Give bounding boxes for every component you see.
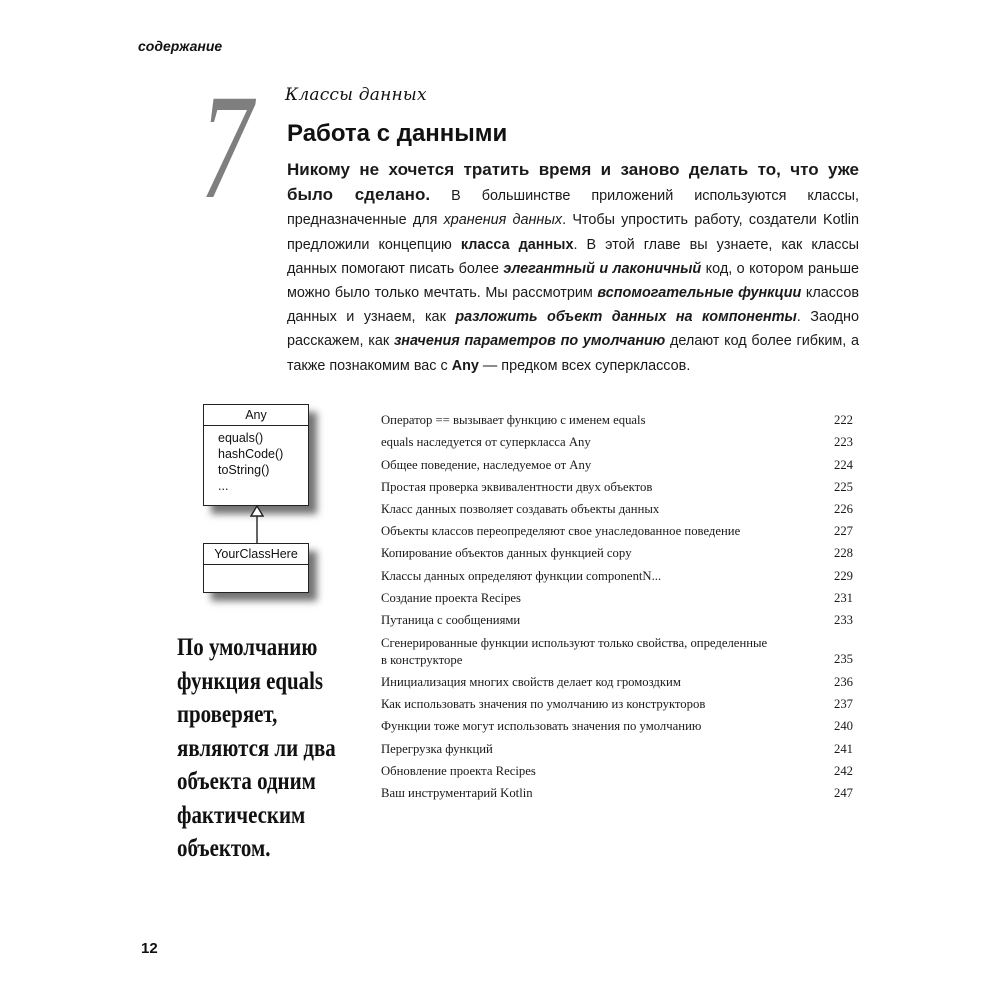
intro-text: . Чтобы упростить работу, создатели Kotlin предложили концепцию	[287, 212, 859, 253]
toc-entry[interactable]	[381, 758, 853, 780]
toc-entry-page: 235	[833, 651, 853, 666]
toc-entry-title: Класс данных позволяет создавать объекты данных	[381, 501, 660, 516]
toc-entry[interactable]	[381, 474, 853, 496]
table-of-contents	[381, 407, 853, 802]
toc-entry-page: 226	[833, 501, 853, 516]
toc-entry-title: Оператор == вызывает функцию с именем equals	[381, 413, 646, 428]
intro-emphasis: хранения данных	[443, 212, 563, 229]
toc-entry-title: Инициализация многих свойств делает код громоздким	[381, 675, 681, 690]
toc-entry-title: Копирование объектов данных функцией copy	[381, 546, 632, 561]
toc-entry[interactable]	[381, 518, 853, 540]
toc-entry-page: 233	[833, 612, 853, 627]
toc-entry-page: 223	[833, 435, 853, 450]
toc-entry-page: 222	[833, 413, 853, 428]
toc-entry-page: 242	[833, 763, 853, 778]
toc-entry[interactable]	[381, 562, 853, 584]
intro-emphasis: вспомогательные функции	[597, 285, 802, 302]
toc-entry-title: Обновление проекта Recipes	[381, 763, 536, 778]
uml-subclass-box	[203, 543, 309, 593]
intro-emphasis: элегантный и лаконичный	[503, 260, 702, 277]
toc-entry[interactable]	[381, 713, 853, 735]
uml-superclass-box	[203, 404, 309, 506]
toc-entry[interactable]	[381, 629, 853, 669]
running-head: содержание	[138, 38, 223, 54]
toc-entry-page: 241	[833, 741, 853, 756]
toc-entry-title: Общее поведение, наследуемое от Any	[381, 457, 592, 472]
toc-entry-page: 236	[833, 675, 853, 690]
toc-entry-page: 227	[833, 524, 853, 539]
toc-entry[interactable]	[381, 585, 853, 607]
toc-entry-title: Перегрузка функций	[381, 741, 493, 756]
toc-entry[interactable]	[381, 780, 853, 802]
toc-entry-page: 240	[833, 719, 853, 734]
toc-entry[interactable]	[381, 429, 853, 451]
toc-entry-page: 228	[833, 546, 853, 561]
intro-text: делают код более гибким, а также познакомим вас с	[287, 333, 859, 374]
toc-entry-title: Функции тоже могут использовать значения по умолчанию	[381, 719, 702, 734]
side-note: По умолчанию функция equals проверяет, являются ли два объекта одним фактическим объектом.	[177, 632, 336, 862]
toc-entry-page: 224	[833, 457, 853, 472]
toc-entry-page: 237	[833, 697, 853, 712]
toc-entry-title: Ваш инструментарий Kotlin	[381, 786, 533, 800]
toc-entry-title: Объекты классов переопределяют свое унаследованное поведение	[381, 524, 741, 539]
uml-method-list	[204, 426, 308, 494]
toc-entry-page: 229	[833, 568, 853, 583]
toc-entry-page: 247	[833, 786, 853, 800]
toc-entry[interactable]	[381, 607, 853, 629]
intro-text: — предком всех суперклассов.	[478, 357, 691, 374]
intro-text: классов данных и узнаем, как	[287, 285, 859, 326]
intro-text: В большинстве приложений используются классы, предназначенные для	[287, 188, 859, 229]
toc-entry-title: Классы данных определяют функции componentN...	[381, 568, 662, 583]
chapter-label: Классы данных	[285, 85, 427, 105]
intro-emphasis: Any	[451, 357, 479, 374]
intro-emphasis: значения параметров по умолчанию	[393, 333, 666, 350]
intro-emphasis: класса данных	[460, 236, 574, 253]
chapter-intro	[287, 158, 859, 378]
uml-method: toString()	[218, 463, 270, 477]
uml-method: hashCode()	[218, 447, 284, 461]
intro-emphasis: разложить объект данных на компоненты	[455, 309, 797, 326]
toc-entry-page: 225	[833, 479, 853, 494]
toc-entry[interactable]	[381, 407, 853, 429]
toc-entry-title: Путаница с сообщениями	[381, 612, 521, 627]
toc-entry[interactable]	[381, 540, 853, 562]
uml-superclass-name: Any	[204, 405, 308, 426]
intro-text: код, о котором раньше можно было только мечтать. Мы рассмотрим	[287, 260, 859, 302]
intro-text: . В этой главе вы узнаете, как классы данных помогают писать более	[287, 236, 859, 277]
toc-entry-title: Простая проверка эквивалентности двух объектов	[381, 479, 653, 494]
toc-entry[interactable]	[381, 496, 853, 518]
toc-entry[interactable]	[381, 691, 853, 713]
uml-subclass-name: YourClassHere	[204, 544, 308, 565]
uml-method: ...	[218, 479, 229, 493]
chapter-number: 7	[200, 64, 253, 230]
chapter-title: Работа с данными	[287, 120, 508, 147]
intro-lead: Никому не хочется тратить время и заново делать то, что уже было сделано.	[287, 160, 859, 205]
toc-entry-page: 231	[833, 590, 853, 605]
intro-text: . Заодно расскажем, как	[287, 309, 859, 350]
toc-entry-title: Сгенерированные функции используют только свойства, определенные в конструкторе	[381, 635, 768, 667]
toc-entry[interactable]	[381, 451, 853, 473]
uml-method: equals()	[218, 431, 264, 445]
toc-entry[interactable]	[381, 735, 853, 757]
toc-entry-title: equals наследуется от суперкласса Any	[381, 435, 591, 450]
toc-entry-title: Создание проекта Recipes	[381, 590, 521, 605]
toc-entry-title: Как использовать значения по умолчанию из конструкторов	[381, 697, 706, 712]
toc-entry[interactable]	[381, 669, 853, 691]
inheritance-arrow-icon	[250, 505, 264, 545]
page-number: 12	[141, 940, 158, 957]
